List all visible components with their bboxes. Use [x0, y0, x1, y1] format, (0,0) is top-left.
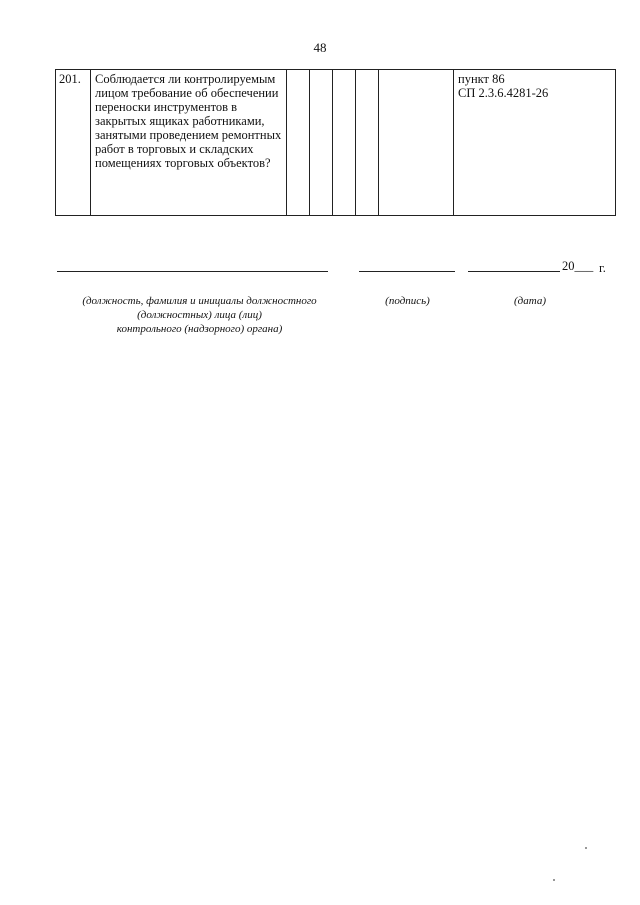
answer-cell-extra [356, 70, 379, 216]
position-caption-line3: контрольного (надзорного) органа) [116, 323, 283, 335]
reference-clause: пункт 86 [458, 72, 505, 86]
table-row [56, 70, 616, 216]
year-field: 20___ [562, 259, 594, 273]
scan-speck [585, 847, 587, 849]
answer-cell-yes [287, 70, 310, 216]
date-caption: (дата) [514, 295, 546, 307]
answer-cell-na [333, 70, 356, 216]
signature-line [359, 271, 455, 272]
position-caption [57, 294, 342, 336]
comment-cell [379, 70, 454, 216]
page-number: 48 [313, 40, 327, 55]
checklist-table [55, 69, 616, 216]
year-suffix: г. [599, 261, 606, 275]
date-line [468, 271, 560, 272]
reference-cell [454, 70, 616, 216]
answer-cell-no [310, 70, 333, 216]
scan-speck [553, 879, 555, 881]
reference-document: СП 2.3.6.4281-26 [458, 86, 549, 100]
row-number-cell: 201. [56, 70, 91, 216]
position-signature-line [57, 271, 328, 272]
position-caption-line1: (должность, фамилия и инициалы должностного [82, 295, 317, 307]
question-cell: Соблюдается ли контролируемым лицом требование об обеспечении переноски инструментов в закрытых ящиках работниками, занятыми проведением ремонтных работ в торговых и складских помещениях торговых объектов? [91, 70, 287, 216]
position-caption-line2: (должностных) лица (лиц) [137, 309, 262, 321]
signature-caption: (подпись) [385, 295, 430, 307]
